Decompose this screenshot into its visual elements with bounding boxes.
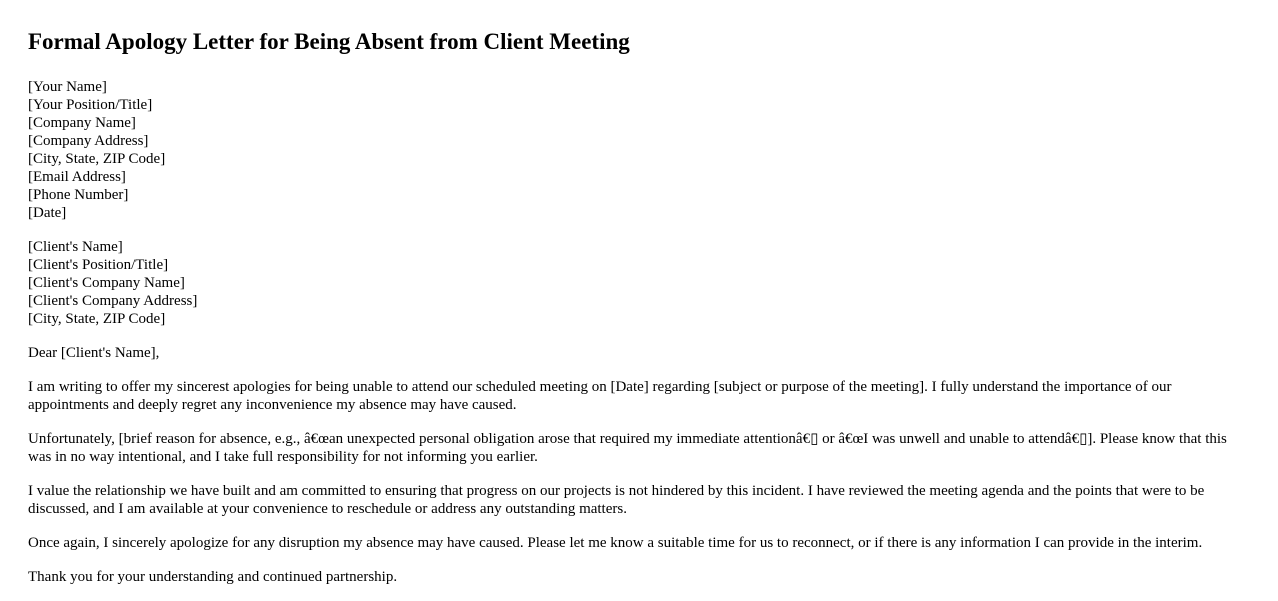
letter-date: [Date] [28,205,67,221]
salutation: Dear [Client's Name], [28,345,160,361]
body-paragraph-apology: Once again, I sincerely apologize for any disruption my absence may have caused. Please let me know a suitable time for us to reconnect, or if there is any information I can provide in the interim. [28,535,1203,551]
sender-address-block [28,78,1250,222]
sender-company: [Company Name] [28,115,136,131]
body-paragraph-reason: Unfortunately, [brief reason for absence, e.g., â€œan unexpected personal obligation arose that required my immediate attentionâ€▯ or â€œI was unwell and unable to attendâ€▯]. Please know that this was in no way intentional, and I take full responsibility for not informing you earlier. [28,431,1227,465]
recipient-name: [Client's Name] [28,239,123,255]
sender-city-state-zip: [City, State, ZIP Code] [28,151,166,167]
sender-phone: [Phone Number] [28,187,129,203]
page-title: Formal Apology Letter for Being Absent from Client Meeting [28,29,630,54]
sender-email: [Email Address] [28,169,126,185]
recipient-company: [Client's Company Name] [28,275,185,291]
body-paragraph-intro: I am writing to offer my sincerest apologies for being unable to attend our scheduled meeting on [Date] regarding [subject or purpose of the meeting]. I fully understand the importance of our appointments and deeply regret any inconvenience my absence may have caused. [28,379,1172,413]
recipient-city-state-zip: [City, State, ZIP Code] [28,311,166,327]
recipient-position: [Client's Position/Title] [28,257,169,273]
recipient-company-address: [Client's Company Address] [28,293,198,309]
closing-line: Thank you for your understanding and continued partnership. [28,569,398,585]
sender-company-address: [Company Address] [28,133,149,149]
sender-position: [Your Position/Title] [28,97,153,113]
sender-name: [Your Name] [28,79,107,95]
body-paragraph-commitment: I value the relationship we have built and am committed to ensuring that progress on our projects is not hindered by this incident. I have reviewed the meeting agenda and the points that were to be discussed, and I am available at your convenience to reschedule or address any outstanding matters. [28,483,1205,517]
recipient-address-block [28,238,1250,328]
